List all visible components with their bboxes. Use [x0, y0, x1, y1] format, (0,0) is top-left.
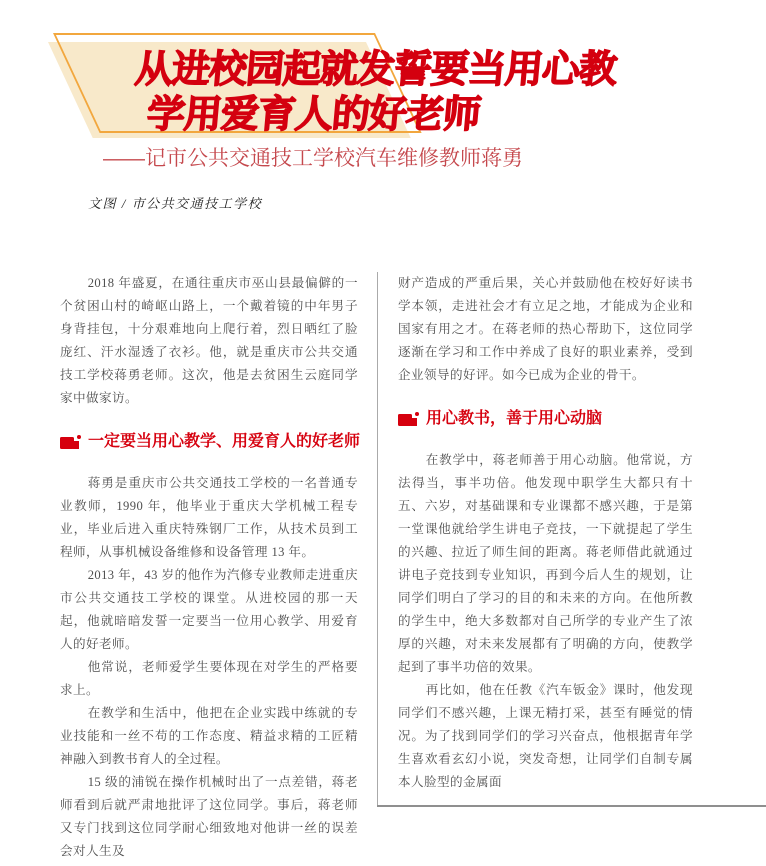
page-title-line2: 学用爱育人的好老师: [145, 94, 482, 136]
paragraph: 2013 年，43 岁的他作为汽修专业教师走进重庆市公共交通技工学校的课堂。从进校园的那一天起，他就暗暗发誓一定要当一位用心教学、用爱育人的好老师。: [60, 568, 358, 651]
page-title-line1: 从进校园起就发誓要当用心教: [133, 49, 618, 91]
left-column: [60, 272, 361, 863]
byline: 文图 / 市公共交通技工学校: [88, 196, 263, 211]
flag-icon-part: [411, 418, 417, 426]
paragraph: 在教学中，蒋老师善于用心动脑。他常说，方法得当，事半功倍。他发现中职学生大都只有十五、六岁，对基础课和专业课都不感兴趣，于是第一堂课他就给学生讲电子竞技，一下就提起了学生的兴趣、拉近了师生间的距离。蒋老师借此就通过讲电子竞技到专业知识，再到今后人生的规划，让同学们明白了学习的目的和未来的方向。在他所教的学生中，绝大多数都对自己所学的专业产生了浓厚的兴趣，对未来发展都有了明确的方向，使教学起到了事半功倍的效果。: [398, 453, 693, 674]
paragraph: 他常说，老师爱学生要体现在对学生的严格要求上。: [60, 660, 358, 697]
paragraph: 2018 年盛夏，在通往重庆市巫山县最偏僻的一个贫困山村的崎岖山路上，一个戴着镜的中年男子身背挂包，十分艰难地向上爬行着，烈日晒红了脸庞红、汗水湿透了衣衫。他，就是重庆市公共交通技工学校蒋勇老师。这次，他是去贫困生云庭同学家中做家访。: [60, 276, 358, 405]
flag-icon-part: [415, 412, 419, 416]
paragraph: 财产造成的严重后果，关心并鼓励他在校好好读书学本领，走进社会才有立足之地，才能成为企业和国家有用之才。在蒋老师的热心帮助下，这位同学逐渐在学习和工作中养成了良好的职业素养，受到企业领导的好评。如今已成为企业的骨干。: [398, 276, 693, 382]
paragraph: 蒋勇是重庆市公共交通技工学校的一名普通专业教师，1990 年，他毕业于重庆大学机械工程专业，毕业后进入重庆特殊钢厂工作，从技术员到工程师，从事机械设备维修和设备管理 13 年。: [60, 476, 358, 559]
paragraph: 在教学和生活中，他把在企业实践中练就的专业技能和一丝不苟的工作态度、精益求精的工匠精神融入到教书育人的全过程。: [60, 706, 358, 766]
page-title: [129, 48, 618, 138]
bottom-rule: [377, 805, 766, 807]
page-subtitle: ——记市公共交通技工学校汽车维修教师蒋勇: [103, 147, 523, 170]
paragraph: 再比如，他在任教《汽车钣金》课时，他发现同学们不感兴趣，上课无精打采，甚至有睡觉的情况。为了找到同学们的学习兴奋点，他根据青年学生喜欢看玄幻小说，突发奇想，让同学们自制专属本人脸型的金属面: [398, 683, 693, 789]
flag-icon: [398, 412, 419, 427]
column-divider: [377, 272, 378, 806]
section-heading-text: 一定要当用心教学、用爱育人的好老师: [88, 433, 361, 450]
flag-icon-part: [60, 437, 74, 449]
section-heading: [60, 431, 361, 453]
paragraph: 15 级的浦锐在操作机械时出了一点差错，蒋老师看到后就严肃地批评了这位同学。事后，蒋老师又专门找到这位同学耐心细致地对他讲一丝的误差会对人生及: [60, 775, 358, 858]
section-heading-text: 用心教书，善于用心动脑: [426, 410, 603, 427]
flag-icon: [60, 435, 81, 450]
flag-icon-part: [77, 435, 81, 439]
section-heading: [398, 408, 693, 430]
flag-icon-part: [73, 441, 79, 449]
flag-icon-part: [398, 414, 412, 426]
right-column: [398, 272, 693, 794]
